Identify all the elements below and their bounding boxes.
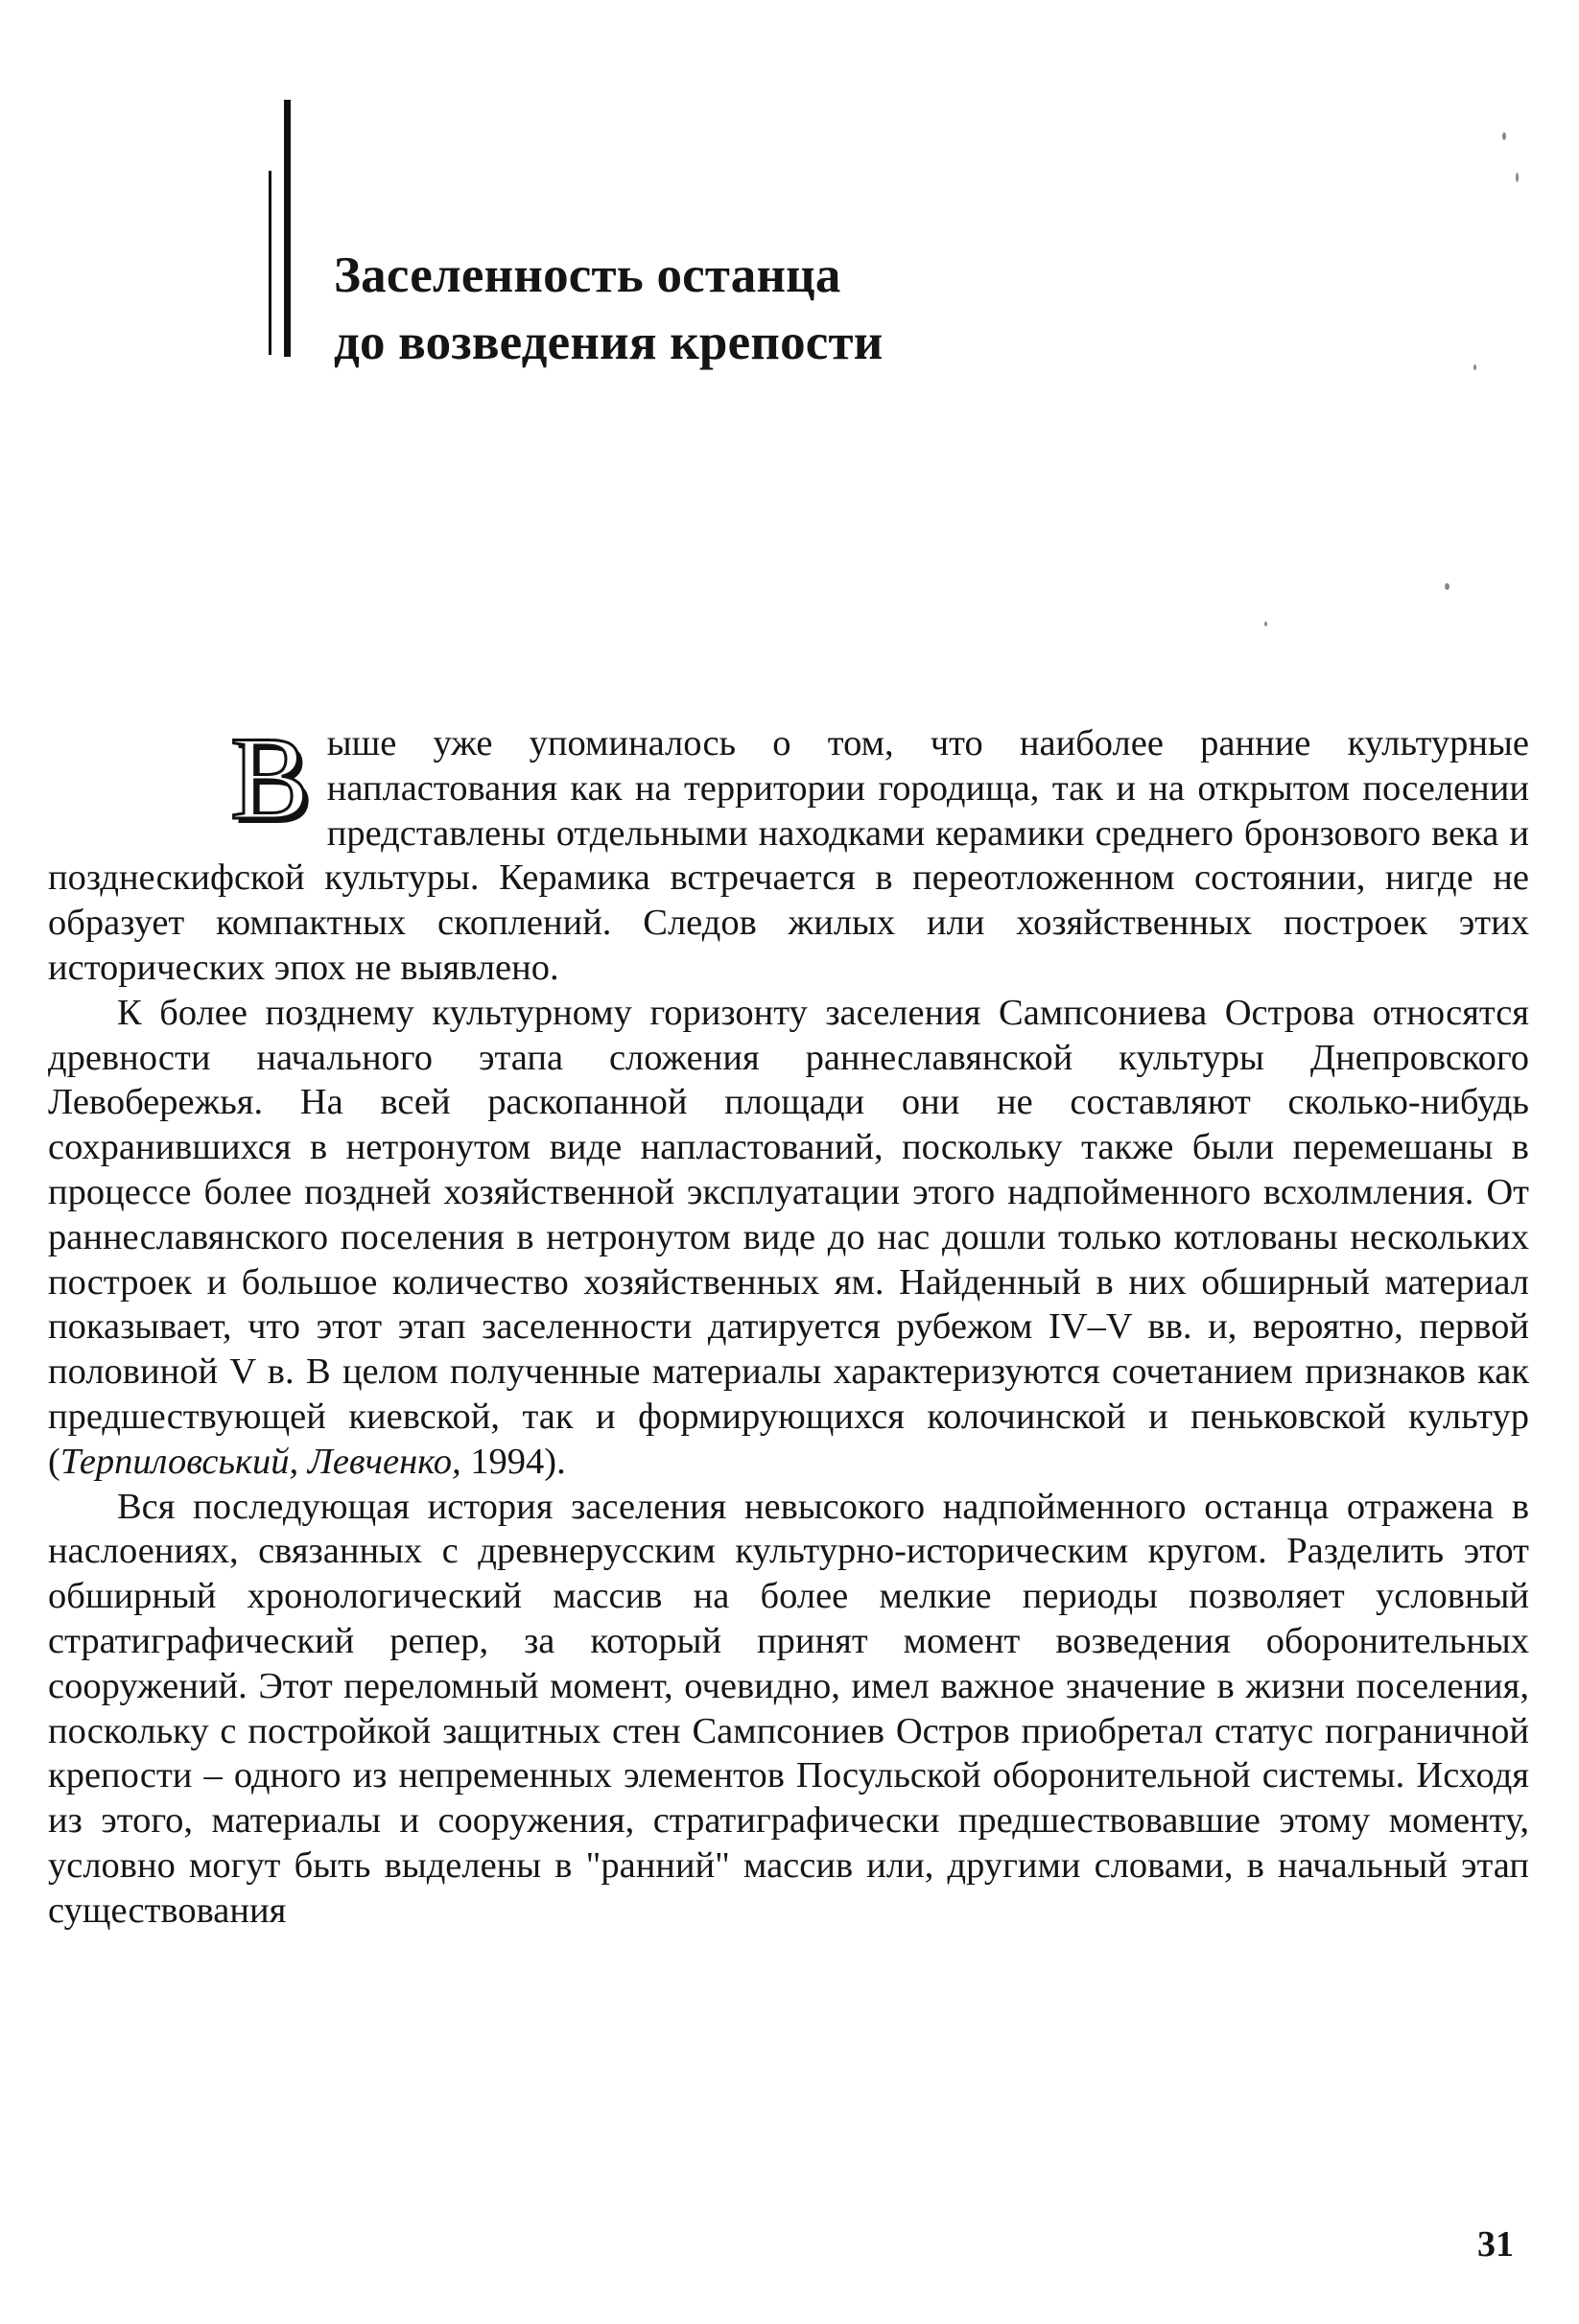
scan-speck <box>1516 173 1519 182</box>
scan-speck <box>1264 622 1267 626</box>
paragraph-2 <box>48 991 1529 1485</box>
chapter-title <box>334 242 883 376</box>
citation-year: 1994). <box>460 1441 566 1482</box>
paragraph-3-text: Вся последующая история заселения невысокого надпойменного останца отражена в наслоениях, связанных с древнерусским культурно-историческим кругом. Разделить этот обширный хронологический массив на более мелкие периоды позволяет условный стратиграфический репер, за который принят момент возведения оборонительных сооружений. Этот переломный момент, очевидно, имел важное значение в жизни поселения, поскольку с постройкой защитных стен Сампсониев Остров приобретал статус пограничной крепости – одного из непременных элементов Посульской оборонительной системы. Исходя из этого, материалы и сооружения, стратиграфически предшествовавшие этому моменту, условно могут быть выделены в "ранний" массив или, другими словами, в начальный этап существования <box>48 1486 1529 1931</box>
chapter-rule-thin <box>269 171 271 355</box>
paragraph-1 <box>48 713 1529 991</box>
scan-speck <box>1445 583 1449 590</box>
paragraph-3 <box>48 1485 1529 1934</box>
page-number: 31 <box>1477 2224 1514 2265</box>
chapter-title-line-1: Заселенность останца <box>334 247 841 303</box>
body-text <box>48 713 1529 1934</box>
paragraph-1-text: ыше уже упоминалось о том, что наиболее ранние культурные напластования как на территории городища, так и на открытом поселении представлены отдельными находками керамики среднего бронзового века и позднескифской культуры. Керамика встречается в переотложенном состоянии, нигде не образует компактных скоплений. Следов жилых или хозяйственных построек этих исторических эпох не выявлено. <box>48 723 1529 988</box>
scan-speck <box>1473 364 1476 370</box>
chapter-rule-thick <box>284 100 291 357</box>
citation-authors: Терпиловський, Левченко, <box>59 1441 461 1482</box>
scan-speck <box>1502 132 1506 140</box>
chapter-title-line-2: до возведения крепости <box>334 315 884 370</box>
paragraph-2-text: К более позднему культурному горизонту заселения Сампсониева Острова относятся древности начального этапа сложения раннеславянской культуры Днепровского Левобережья. На всей раскопанной площади они не составляют сколько-нибудь сохранившихся в нетронутом виде напластований, поскольку также были перемешаны в процессе более поздней хозяйственной эксплуатации этого надпойменного всхолмления. От раннеславянского поселения в нетронутом виде до нас дошли только котлованы нескольких построек и большое количество хозяйственных ям. Найденный в них обширный материал показывает, что этот этап заселенности датируется рубежом IV–V вв. и, вероятно, первой половиной V в. В целом полученные материалы характеризуются сочетанием признаков как предшествующей киевской, так и формирующихся колочинской и пеньковской культур ( <box>48 992 1529 1482</box>
drop-cap: В <box>230 713 310 844</box>
